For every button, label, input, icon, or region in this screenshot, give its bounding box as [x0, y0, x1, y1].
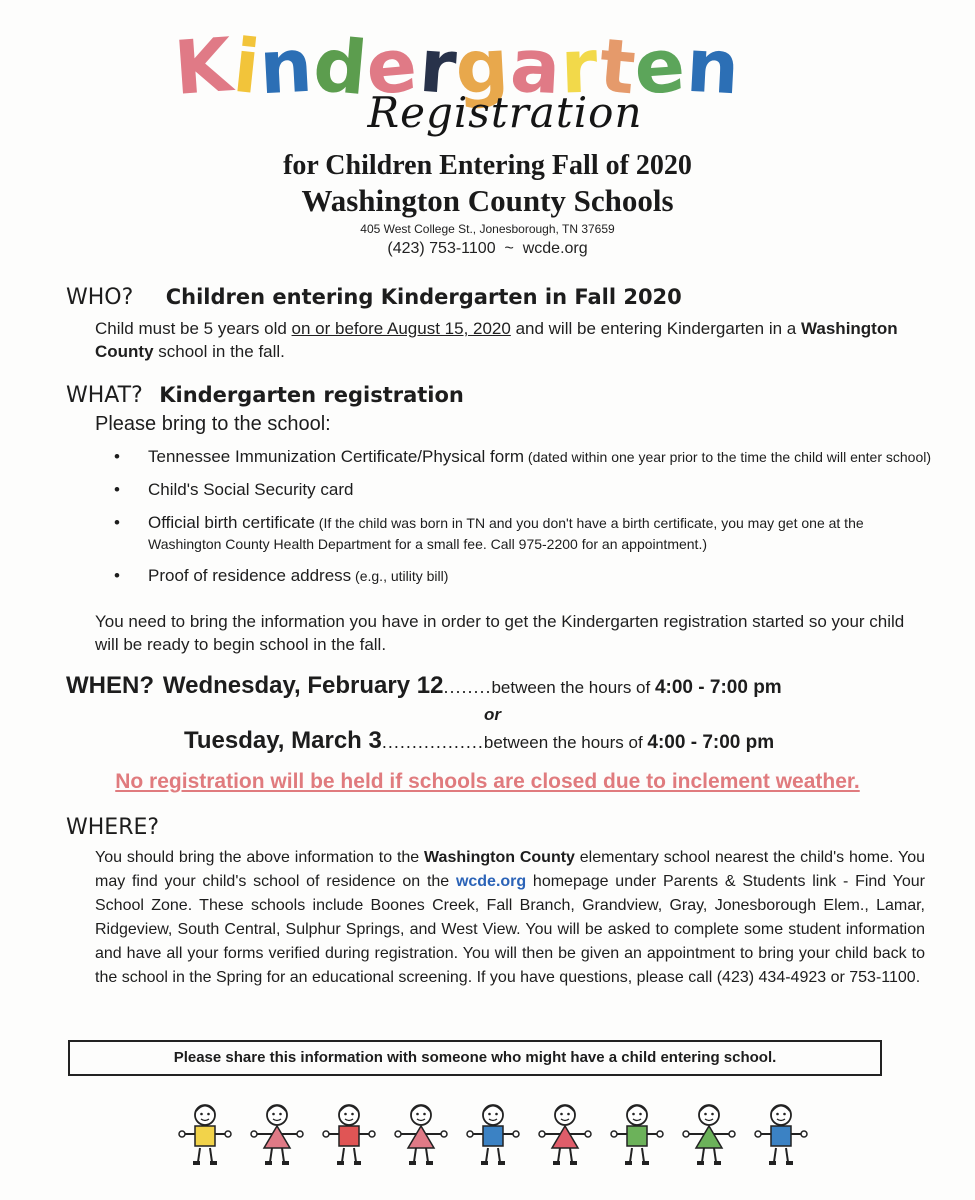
between-hours-text: between the hours of	[483, 733, 648, 752]
header-phone: (423) 753-1100	[387, 240, 496, 257]
who-date-underlined: on or before August 15, 2020	[291, 319, 511, 338]
what-headline: Kindergarten registration	[159, 383, 464, 407]
when-line-1	[66, 672, 782, 700]
title-letter: t	[595, 22, 640, 112]
when-date-1: Wednesday, February 12	[162, 672, 444, 699]
title-letter: r	[559, 23, 600, 111]
list-item	[112, 445, 932, 468]
dot-leader: ........	[443, 677, 492, 697]
child-figure-icon	[391, 1100, 451, 1166]
required-documents-list	[112, 445, 932, 597]
header-school-district: Washington County Schools	[301, 183, 674, 218]
where-label: WHERE?	[66, 815, 160, 840]
dot-leader: .................	[381, 732, 484, 752]
when-date-2: Tuesday, March 3	[184, 727, 382, 754]
header-separator: ~	[504, 240, 514, 257]
who-heading	[66, 285, 682, 310]
list-item	[112, 478, 932, 501]
child-figure-icon	[175, 1100, 235, 1166]
where-body	[95, 846, 925, 990]
item-note: (e.g., utility bill)	[351, 568, 449, 584]
child-figure-icon	[607, 1100, 667, 1166]
item-main: Official birth certificate	[148, 513, 315, 532]
title-letter: g	[453, 22, 512, 112]
child-figure-icon	[319, 1100, 379, 1166]
hours-2: 4:00 - 7:00 pm	[647, 732, 775, 753]
title-letter: e	[631, 22, 689, 112]
when-line-2	[184, 727, 774, 755]
what-heading	[66, 383, 464, 408]
registration-subtitle: Registration	[367, 88, 643, 137]
list-item	[112, 511, 932, 554]
child-figure-icon	[535, 1100, 595, 1166]
who-body	[95, 317, 925, 363]
kids-illustration	[175, 1100, 805, 1170]
between-hours-text: between the hours of	[491, 678, 655, 697]
website-link[interactable]: wcde.org	[455, 873, 527, 890]
who-text-b: and will be entering Kindergarten in a	[510, 319, 801, 338]
child-figure-icon	[247, 1100, 307, 1166]
weather-notice: No registration will be held if schools are closed due to inclement weather.	[115, 770, 860, 793]
title-letter: i	[229, 22, 265, 112]
header-entering-line: for Children Entering Fall of 2020	[283, 150, 692, 181]
who-county: Washington County	[95, 319, 898, 361]
what-closing-text: You need to bring the information you have in order to get the Kindergarten registration started so your child will be ready to begin school in the fall.	[95, 612, 905, 654]
hours-1: 4:00 - 7:00 pm	[654, 677, 782, 698]
child-figure-icon	[751, 1100, 811, 1166]
header-contact	[0, 240, 975, 258]
title-letter: r	[416, 22, 460, 112]
who-headline: Children entering Kindergarten in Fall 2020	[165, 285, 682, 309]
who-text-c: school in the fall.	[153, 342, 285, 361]
who-label: WHO?	[66, 285, 134, 310]
header-address: 405 West College St., Jonesborough, TN 37659	[360, 222, 615, 236]
where-text-b: elementary school nearest the child's home. You may find your child's school of residence on the	[95, 849, 925, 890]
bring-intro: Please bring to the school:	[95, 413, 331, 435]
where-text-a: You should bring the above information to the	[95, 849, 425, 866]
who-text-a: Child must be 5 years old	[95, 319, 292, 338]
what-label: WHAT?	[66, 383, 143, 408]
title-letter: n	[257, 22, 316, 112]
where-county: Washington County	[424, 849, 575, 866]
list-item	[112, 564, 932, 587]
title-letter: K	[171, 22, 236, 112]
item-main: Tennessee Immunization Certificate/Physical form	[148, 447, 525, 466]
title-letter: e	[363, 21, 422, 113]
child-figure-icon	[463, 1100, 523, 1166]
header-website: wcde.org	[522, 240, 588, 257]
title-letter: n	[684, 22, 743, 112]
when-label: WHEN?	[66, 672, 154, 699]
child-figure-icon	[679, 1100, 739, 1166]
where-text-c: homepage under Parents & Students link - Find Your School Zone. These schools include Boones Creek, Fall Branch, Grandview, Gray, Jonesborough Elem., Lamar, Ridgeview, South Central, Sulphur Springs, and West View. You will be asked to complete some student information and have all your forms verified during registration. You will then be given an appointment to bring your child back to the school in the Spring for an educational screening. If you have questions, please call (423) 434-4923 or 753-1100.	[95, 873, 925, 986]
or-separator: or	[484, 705, 501, 724]
item-note: (dated within one year prior to the time the child will enter school)	[524, 449, 932, 465]
share-info-box: Please share this information with someone who might have a child entering school.	[68, 1040, 882, 1076]
item-note: (If the child was born in TN and you don't have a birth certificate, you may get one at the Washington County Health Department for a small fee. Call 975-2200 for an appointment.)	[148, 515, 864, 552]
title-letter: d	[310, 21, 372, 113]
item-main: Child's Social Security card	[148, 480, 354, 499]
item-main: Proof of residence address	[148, 566, 352, 585]
title-letter: a	[508, 22, 564, 112]
